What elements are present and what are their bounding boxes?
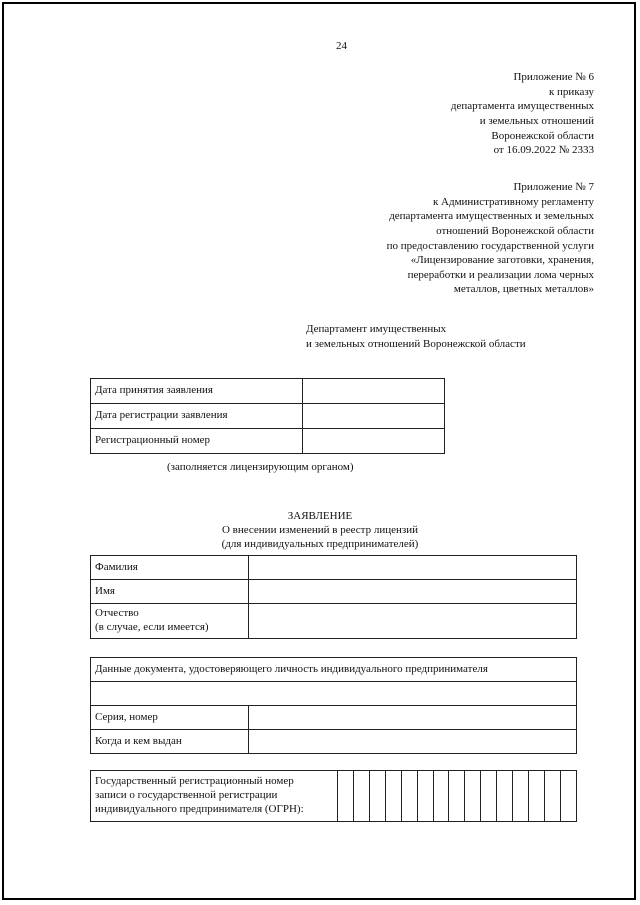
patronymic-label	[91, 604, 249, 639]
identity-document-field[interactable]	[91, 682, 577, 706]
table-row	[91, 379, 445, 404]
ogrn-digit-cell[interactable]	[544, 771, 560, 822]
annex-order-line: от 16.09.2022 № 2333	[493, 144, 594, 157]
identity-document-header: Данные документа, удостоверяющего личность индивидуального предпринимателя	[91, 658, 577, 682]
annex-regulation	[387, 180, 594, 297]
annex-regulation-line: к Административному регламенту	[432, 195, 594, 208]
annex-regulation-line: металлов, цветных металлов»	[453, 283, 594, 296]
ogrn-digit-cell[interactable]	[385, 771, 401, 822]
ogrn-digit-cell[interactable]	[433, 771, 449, 822]
acceptance-table	[90, 378, 445, 454]
annex-order	[451, 70, 594, 158]
annex-order-line: и земельных отношений	[479, 114, 594, 127]
patronymic-field[interactable]	[249, 604, 577, 639]
patronymic-label-line: Отчество	[95, 607, 139, 620]
annex-order-line: Приложение № 6	[513, 71, 594, 83]
table-row	[91, 556, 577, 580]
annex-regulation-line: «Лицензирование заготовки, хранения,	[410, 254, 594, 267]
table-row	[91, 658, 577, 682]
annex-regulation-line: отношений Воронежской области	[436, 224, 594, 237]
application-title: ЗАЯВЛЕНИЕ	[287, 510, 353, 522]
annex-order-line: департамента имущественных	[450, 100, 594, 113]
name-label: Имя	[91, 580, 249, 604]
department-addressee	[306, 322, 526, 351]
ogrn-digit-cell[interactable]	[497, 771, 513, 822]
department-line: Департамент имущественных	[306, 323, 447, 335]
annex-order-line: Воронежской области	[491, 129, 594, 142]
table-row	[91, 682, 577, 706]
ogrn-digit-cell[interactable]	[481, 771, 497, 822]
table-row	[91, 771, 577, 822]
annex-regulation-line: Приложение № 7	[513, 181, 594, 193]
series-number-field[interactable]	[249, 706, 577, 730]
table-row	[91, 580, 577, 604]
surname-label: Фамилия	[91, 556, 249, 580]
ogrn-digit-cell[interactable]	[338, 771, 354, 822]
ogrn-label-line: Государственный регистрационный номер	[95, 775, 294, 788]
department-line: и земельных отношений Воронежской области	[306, 337, 526, 350]
table-row	[91, 429, 445, 454]
ogrn-label-line: записи о государственной регистрации	[95, 789, 278, 802]
ogrn-label-line: индивидуального предпринимателя (ОГРН):	[95, 802, 304, 815]
patronymic-label-note: (в случае, если имеется)	[95, 621, 209, 633]
annex-regulation-line: департамента имущественных и земельных	[389, 210, 594, 223]
annex-order-line: к приказу	[548, 85, 594, 98]
registration-number-label: Регистрационный номер	[91, 429, 303, 454]
table-row	[91, 604, 577, 639]
application-heading	[0, 510, 640, 551]
annex-regulation-line: переработки и реализации лома черных	[407, 268, 594, 281]
issued-field[interactable]	[249, 730, 577, 754]
acceptance-date-field[interactable]	[303, 379, 445, 404]
table-row	[91, 730, 577, 754]
series-number-label: Серия, номер	[91, 706, 249, 730]
ogrn-table	[90, 770, 577, 822]
application-subtitle-note: (для индивидуальных предпринимателей)	[221, 537, 419, 550]
ogrn-digit-cell[interactable]	[529, 771, 545, 822]
name-field[interactable]	[249, 580, 577, 604]
registration-date-label: Дата регистрации заявления	[91, 404, 303, 429]
table-row	[91, 404, 445, 429]
page-number: 24	[336, 40, 347, 52]
ogrn-digit-cell[interactable]	[465, 771, 481, 822]
ogrn-digit-cell[interactable]	[449, 771, 465, 822]
application-subtitle: О внесении изменений в реестр лицензий	[221, 523, 419, 536]
table-row	[91, 706, 577, 730]
ogrn-digit-cell[interactable]	[417, 771, 433, 822]
identity-document-table	[90, 657, 577, 754]
ogrn-label	[91, 771, 338, 822]
ogrn-digit-cell[interactable]	[353, 771, 369, 822]
ogrn-digit-cell[interactable]	[401, 771, 417, 822]
ogrn-digit-cell[interactable]	[369, 771, 385, 822]
annex-regulation-line: по предоставлению государственной услуги	[386, 239, 594, 252]
registration-number-field[interactable]	[303, 429, 445, 454]
ogrn-digit-cell[interactable]	[513, 771, 529, 822]
acceptance-note: (заполняется лицензирующим органом)	[167, 461, 354, 473]
surname-field[interactable]	[249, 556, 577, 580]
registration-date-field[interactable]	[303, 404, 445, 429]
issued-label: Когда и кем выдан	[91, 730, 249, 754]
acceptance-date-label: Дата принятия заявления	[91, 379, 303, 404]
ogrn-digit-cell[interactable]	[560, 771, 576, 822]
applicant-name-table	[90, 555, 577, 639]
